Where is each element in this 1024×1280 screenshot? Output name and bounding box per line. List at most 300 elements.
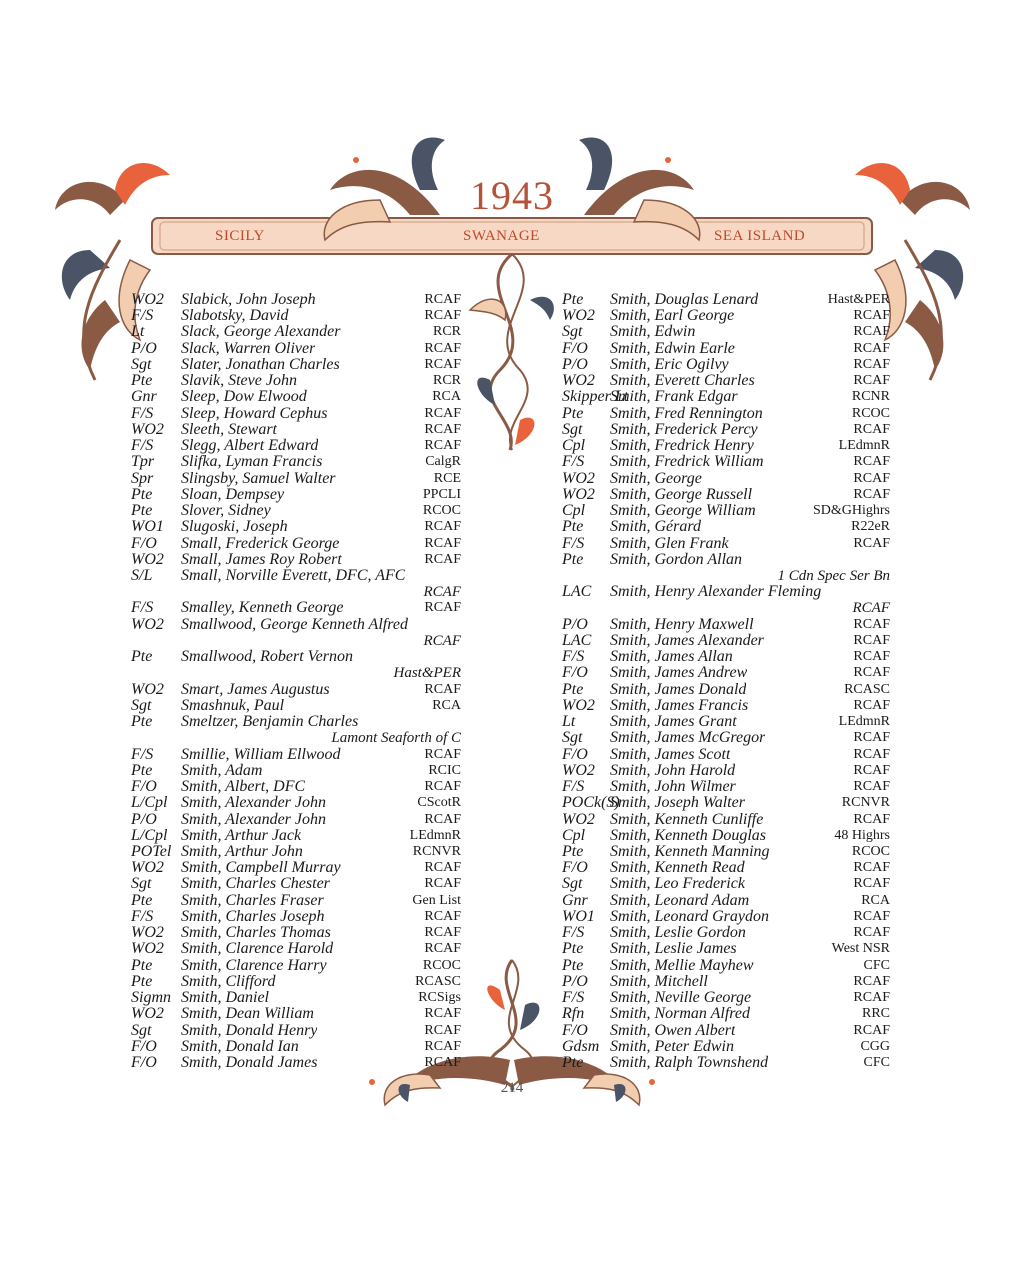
rank: Gnr [562,891,588,909]
unit: CFC [863,1055,890,1071]
rank: LAC [562,583,592,601]
rank: F/O [131,534,157,552]
name: Smith, George [610,470,702,487]
roll-entry [131,1006,461,1022]
rank: P/O [562,615,588,633]
rank: Pte [131,713,153,731]
rank: Pte [562,550,584,568]
unit: RCOC [851,843,890,859]
roll-entry [562,763,890,779]
name: Smith, Fredrick William [610,454,764,471]
rank: WO2 [131,615,164,633]
name: Smith, Everett Charles [610,373,755,390]
roll-entry [562,308,890,324]
name: Smith, Fred Rennington [610,405,763,422]
name: Smith, James Donald [610,681,747,698]
unit: PPCLI [422,486,461,502]
rank: F/S [562,453,585,471]
rank: WO2 [131,1005,164,1023]
roll-entry [562,633,890,649]
unit: LEdmnR [409,827,461,843]
rank: Rfn [562,1005,585,1023]
name: Smith, James McGregor [610,730,766,747]
name: Smith, James Scott [610,746,731,763]
unit: LEdmnR [838,714,890,730]
name: Smith, Leo Frederick [610,876,745,893]
roll-entry [131,373,461,389]
name: Smith, Peter Edwin [610,1038,734,1055]
rank: Cpl [562,826,586,844]
unit: RCAF [424,356,461,372]
unit: RCAF [853,665,890,681]
unit: RCAF [424,1022,461,1038]
unit: RCAF [853,925,890,941]
unit: CFC [863,957,890,973]
roll-entry [131,357,461,373]
unit: RCAF [853,973,890,989]
roll-entry [562,779,890,795]
unit: RCAF [423,584,461,601]
name: Smith, James Grant [610,714,737,731]
name: Smith, Frederick Percy [610,421,758,438]
unit: RCAF [853,779,890,795]
roll-entry [131,763,461,779]
unit: RCAF [853,811,890,827]
roll-entry [131,958,461,974]
unit: RCNVR [841,795,890,811]
unit: RCAF [424,811,461,827]
name: Slingsby, Samuel Walter [181,470,336,487]
name: Smith, Albert, DFC [181,779,306,796]
roll-entry [131,909,461,925]
rank: F/S [131,404,154,422]
name: Smith, James Andrew [610,665,748,682]
unit: RCR [432,324,461,340]
rank: WO2 [562,372,595,390]
rank: WO2 [131,940,164,958]
roll-entry [131,536,461,552]
unit: RCOC [422,503,461,519]
roll-entry [562,730,890,746]
roll-entry [131,812,461,828]
name: Smith, James Allan [610,649,733,666]
name: Smith, Henry Alexander Fleming [610,584,822,601]
roll-entry [562,519,890,535]
unit: RCAF [853,373,890,389]
name: Smith, Alexander John [181,811,327,828]
unit: 1 Cdn Spec Ser Bn [777,567,890,584]
rank: Sgt [131,1021,152,1039]
unit: Lamont Seaforth of C [331,730,461,747]
roll-entry [131,665,461,681]
rank: Sgt [131,355,152,373]
name: Smith, Neville George [610,990,752,1007]
unit: RCAF [853,697,890,713]
rank: F/S [562,648,585,666]
rank: WO1 [131,518,164,536]
name: Smith, George Russell [610,486,753,503]
rank: L/Cpl [131,794,168,812]
unit: RCAF [424,941,461,957]
name: Smith, Donald Henry [181,1022,318,1039]
name: Smith, Kenneth Cunliffe [610,811,764,828]
unit: RCAF [853,308,890,324]
rank: Pte [562,842,584,860]
name: Sleeth, Stewart [181,421,277,438]
unit: CGG [860,1038,890,1054]
name: Smith, Leonard Adam [610,892,750,909]
rank: Pte [131,485,153,503]
unit: Hast&PER [393,665,461,682]
roll-entry [131,844,461,860]
roll-entry [131,633,461,649]
rank: Skipper Lt [562,388,629,406]
rank: F/O [562,339,588,357]
unit: Hast&PER [827,292,890,307]
unit: RCAF [853,486,890,502]
roll-entry [562,341,890,357]
roll-entry [562,958,890,974]
roll-entry [131,1055,461,1071]
rank: P/O [131,339,157,357]
name: Smith, Clifford [181,973,276,990]
unit: RCAF [853,908,890,924]
name: Smith, Glen Frank [610,535,729,552]
unit: CScotR [417,795,461,811]
name: Smith, Daniel [181,990,269,1007]
unit: RCAF [424,519,461,535]
roll-entry [131,389,461,405]
name: Smith, Henry Maxwell [610,616,754,633]
roll-entry [562,941,890,957]
name: Slack, George Alexander [181,324,341,341]
roll-entry [131,941,461,957]
rank: Pte [131,972,153,990]
unit: RCAF [853,356,890,372]
rank: WO2 [562,485,595,503]
unit: RCR [432,373,461,389]
unit: RCAF [853,616,890,632]
roll-entry [131,698,461,714]
rank: Pte [562,940,584,958]
name: Smith, Edwin [610,324,696,341]
name: Slack, Warren Oliver [181,340,316,357]
unit: RCAF [424,551,461,567]
roll-entry [562,454,890,470]
roll-entry [562,665,890,681]
rank: Pte [131,761,153,779]
name: Slegg, Albert Edward [181,438,319,455]
roll-entry [131,487,461,503]
banner-label-left: SICILY [215,228,265,244]
rank: LAC [562,631,592,649]
unit: RCSigs [418,990,461,1006]
roll-entry [131,422,461,438]
name: Slugoski, Joseph [181,519,288,536]
roll-entry [562,812,890,828]
roll-entry [131,649,461,665]
name: Smeltzer, Benjamin Charles [181,714,359,731]
rank: F/S [562,534,585,552]
rank: Sgt [562,729,583,747]
unit: RCAF [424,1006,461,1022]
unit: RCAF [424,308,461,324]
rank: Sgt [131,875,152,893]
roll-entry [562,568,890,584]
name: Smith, Eric Ogilvy [610,356,729,373]
roll-entry [131,990,461,1006]
unit: RCAF [424,292,461,307]
unit: RCNVR [412,843,461,859]
unit: LEdmnR [838,438,890,454]
unit: RCAF [853,1022,890,1038]
rank: P/O [131,810,157,828]
name: Small, Norville Everett, DFC, AFC [181,567,406,584]
rank: Pte [131,648,153,666]
unit: RCAF [424,860,461,876]
unit: RCA [432,697,461,713]
name: Smillie, William Ellwood [181,746,341,763]
unit: RCAF [853,876,890,892]
unit: RCAF [424,681,461,697]
roll-entry [562,649,890,665]
unit: RCAF [423,632,461,649]
name: Slifka, Lyman Francis [181,454,323,471]
roll-entry [562,860,890,876]
roll-entry [562,324,890,340]
unit: RCAF [853,470,890,486]
name: Smalley, Kenneth George [181,600,344,617]
rank: Pte [562,518,584,536]
name: Smith, Owen Albert [610,1022,736,1039]
roll-entry [131,925,461,941]
unit: SD&GHighrs [812,503,890,519]
unit: RCAF [853,454,890,470]
name: Smith, John Wilmer [610,779,736,796]
roll-entry [131,292,461,308]
name: Smith, Norman Alfred [610,1006,751,1023]
rank: WO2 [562,761,595,779]
rank: Gdsm [562,1037,600,1055]
unit: RCASC [415,973,461,989]
unit: RCAF [853,535,890,551]
unit: RCAF [424,421,461,437]
roll-entry [562,747,890,763]
rank: WO2 [131,291,164,308]
roll-entry [562,552,890,568]
name: Smith, Kenneth Manning [610,843,770,860]
name: Slover, Sidney [181,503,271,520]
name: Smith, Fredrick Henry [610,438,754,455]
roll-entry [562,925,890,941]
rank: POCk(S) [562,794,620,812]
rank: Pte [131,372,153,390]
unit: RCA [861,892,890,908]
roll-entry [131,471,461,487]
roll-entry [562,1039,890,1055]
rank: Cpl [562,502,586,520]
name: Smith, Gérard [610,519,701,536]
page-number: 214 [500,1080,524,1096]
rank: F/S [562,989,585,1007]
roll-entry [562,974,890,990]
roll-entry [131,876,461,892]
rank: F/O [562,745,588,763]
name: Smallwood, George Kenneth Alfred [181,616,408,633]
roll-entry [562,292,890,308]
roll-entry [562,795,890,811]
rank: F/O [562,859,588,877]
roll-entry [131,747,461,763]
unit: RCAF [424,908,461,924]
roll-entry [562,682,890,698]
rank: F/O [562,664,588,682]
roll-entry [562,698,890,714]
rank: Cpl [562,437,586,455]
roll-entry [131,552,461,568]
name: Smith, Charles Thomas [181,925,331,942]
roll-entry [131,503,461,519]
rank: Pte [131,891,153,909]
roll-entry [562,373,890,389]
unit: RCAF [424,438,461,454]
name: Smith, Frank Edgar [610,389,738,406]
roll-entry [562,600,890,616]
name: Smith, Adam [181,762,263,779]
unit: RCAF [852,600,890,617]
unit: 48 Highrs [834,827,890,843]
banner-label-center: SWANAGE [463,228,540,244]
rank: WO2 [131,420,164,438]
roll-entry [562,617,890,633]
unit: RCAF [424,925,461,941]
name: Small, Frederick George [181,535,340,552]
name: Smith, John Harold [610,762,736,779]
name: Smith, Edwin Earle [610,340,735,357]
rank: WO2 [131,550,164,568]
name: Smith, Leslie Gordon [610,925,746,942]
roll-entry [562,389,890,405]
rank: Pte [562,680,584,698]
rank: F/S [131,599,154,617]
rank: Sgt [562,420,583,438]
roll-entry [562,536,890,552]
roll-entry [131,1039,461,1055]
roll-entry [131,324,461,340]
unit: RRC [861,1006,890,1022]
name: Smith, Arthur Jack [181,827,302,844]
roll-entry [562,357,890,373]
name: Smith, Leonard Graydon [610,908,769,925]
roll-entry [131,308,461,324]
rank: Pte [562,1054,584,1072]
roll-entry [131,584,461,600]
name: Smith, Kenneth Douglas [610,827,766,844]
roll-entry [562,584,890,600]
roll-entry [562,438,890,454]
name: Smith, Mitchell [610,973,708,990]
rank: F/O [131,1037,157,1055]
rank: Sigmn [131,989,171,1007]
rank: F/S [131,745,154,763]
unit: RCAF [853,730,890,746]
rank: Tpr [131,453,155,471]
rank: Sgt [131,696,152,714]
roll-entry [562,1055,890,1071]
roll-entry [131,1023,461,1039]
rank: Pte [562,404,584,422]
roll-entry [562,828,890,844]
rank: Pte [562,956,584,974]
name: Smith, Donald James [181,1055,318,1072]
rank: F/S [562,778,585,796]
unit: RCA [432,389,461,405]
unit: RCAF [424,405,461,421]
unit: CalgR [425,454,461,470]
rank: POTel [131,842,172,860]
rank: WO2 [562,469,595,487]
rank: F/S [131,437,154,455]
roll-entry [562,990,890,1006]
unit: RCAF [853,746,890,762]
name: Smart, James Augustus [181,681,330,698]
name: Smith, Earl George [610,308,735,325]
roll-entry [562,844,890,860]
rank: L/Cpl [131,826,168,844]
unit: Gen List [412,892,461,908]
unit: RCIC [428,762,461,778]
roll-entry [562,487,890,503]
roll-entry [131,406,461,422]
rank: F/S [131,907,154,925]
central-vine [470,254,554,450]
rank: WO2 [562,307,595,325]
unit: RCAF [853,649,890,665]
name: Smith, Ralph Townshend [610,1055,769,1072]
name: Slavik, Steve John [181,373,297,390]
roll-entry [131,617,461,633]
roll-entry [562,893,890,909]
name: Smith, Campbell Murray [181,860,341,877]
roll-entry [562,1006,890,1022]
rank: WO2 [131,680,164,698]
rank: F/O [131,1054,157,1072]
unit: RCAF [853,990,890,1006]
unit: RCASC [844,681,890,697]
name: Smith, Charles Fraser [181,892,324,909]
unit: RCAF [853,632,890,648]
name: Smith, Joseph Walter [610,795,745,812]
roll-entry [131,341,461,357]
rank: F/O [131,778,157,796]
rank: Pte [131,956,153,974]
name: Smith, Dean William [181,1006,314,1023]
rank: WO1 [562,907,595,925]
name: Sleep, Howard Cephus [181,405,328,422]
rank: Spr [131,469,154,487]
rank: Lt [131,323,145,341]
unit: RCAF [853,340,890,356]
name: Smith, Gordon Allan [610,551,743,568]
right-roll-column [562,292,890,1071]
rank: F/O [562,1021,588,1039]
unit: RCAF [424,746,461,762]
unit: RCAF [424,340,461,356]
name: Smallwood, Robert Vernon [181,649,353,666]
roll-entry [562,1023,890,1039]
rank: WO2 [562,810,595,828]
name: Smith, Charles Joseph [181,908,325,925]
